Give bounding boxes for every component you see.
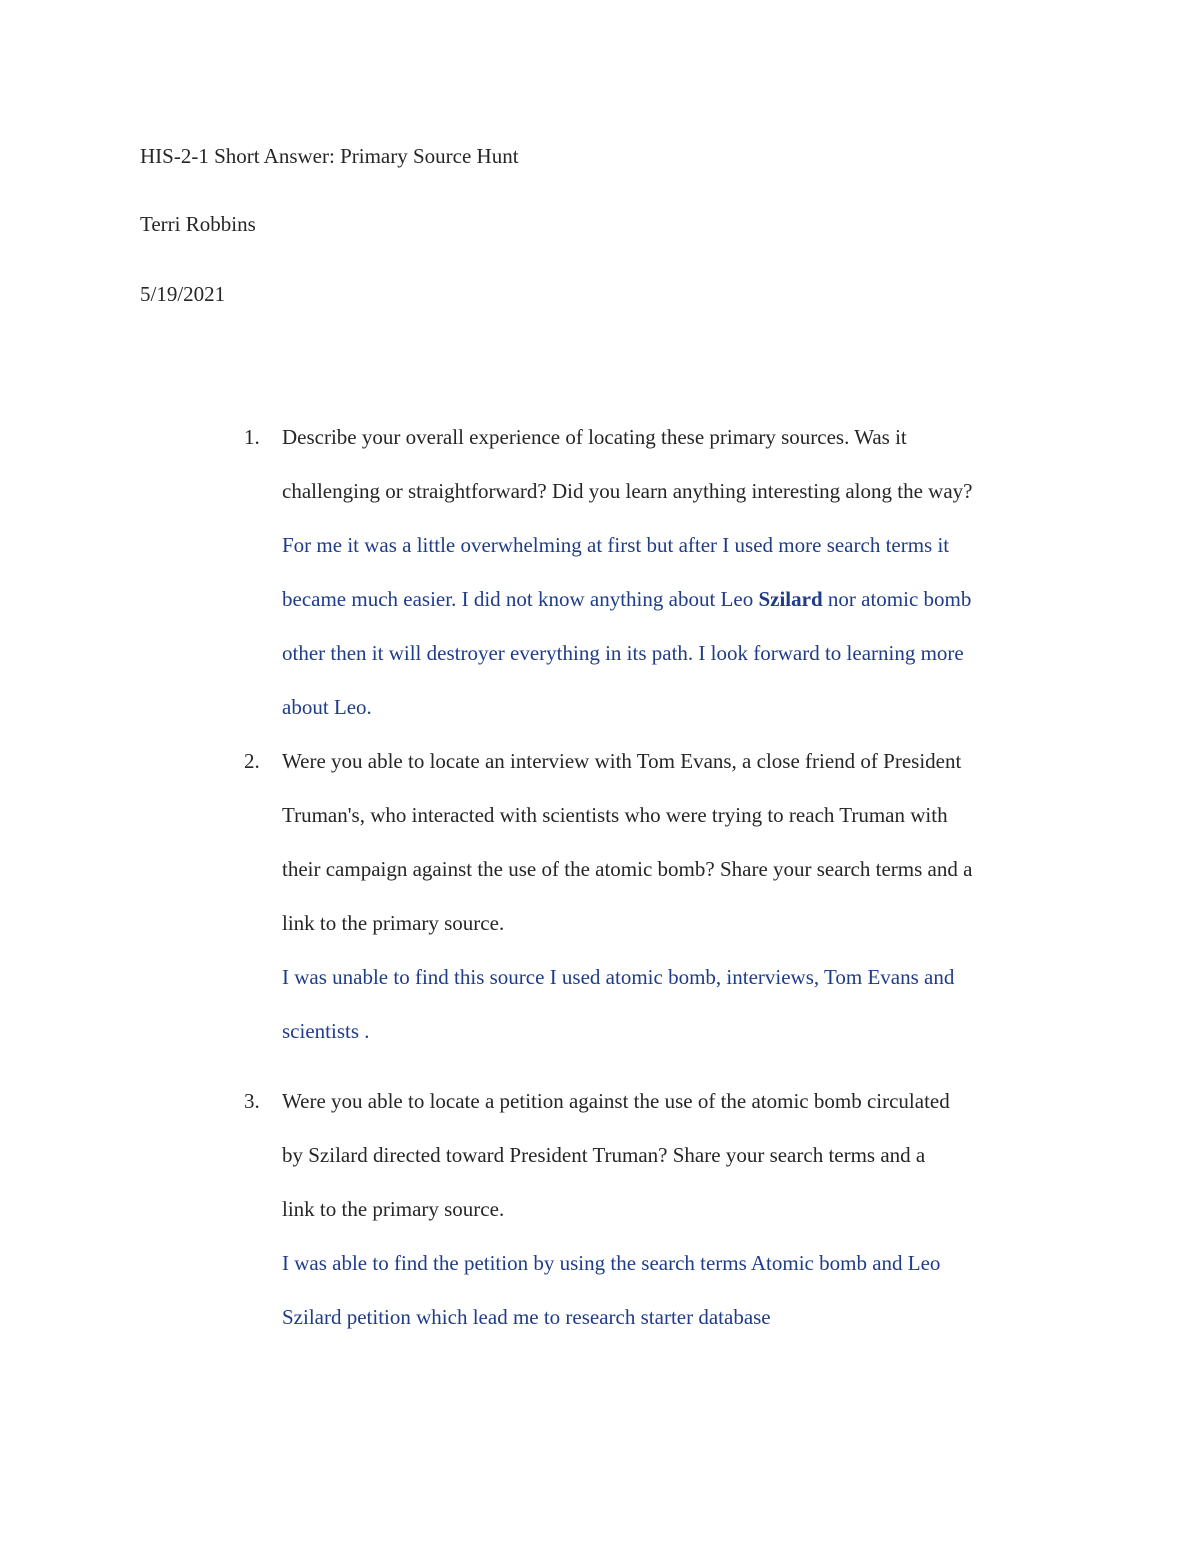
question-2-line: Were you able to locate an interview with Tom Evans, a close friend of President — [282, 749, 962, 773]
question-3-number: 3. — [244, 1089, 260, 1113]
question-2-line: Truman's, who interacted with scientists who were trying to reach Truman with — [282, 803, 948, 827]
answer-1-line: other then it will destroyer everything in its path. I look forward to learning more — [282, 641, 964, 665]
document-date: 5/19/2021 — [140, 282, 226, 306]
document-title: HIS-2-1 Short Answer: Primary Source Hunt — [140, 144, 519, 168]
question-1-line: challenging or straightforward? Did you learn anything interesting along the way? — [282, 479, 973, 503]
answer-1-line-text: became much easier. I did not know anything about Leo — [282, 587, 759, 611]
answer-1-line: about Leo. — [282, 695, 372, 719]
answer-1-line-with-bold — [282, 589, 971, 610]
answer-3-line: Szilard petition which lead me to research starter database — [282, 1305, 771, 1329]
answer-1-line-tail: nor atomic bomb — [822, 587, 972, 611]
question-2-number: 2. — [244, 749, 260, 773]
answer-2-line: I was unable to find this source I used atomic bomb, interviews, Tom Evans and — [282, 965, 955, 989]
question-2-line: their campaign against the use of the atomic bomb? Share your search terms and a — [282, 857, 973, 881]
answer-1-line: For me it was a little overwhelming at first but after I used more search terms it — [282, 533, 950, 557]
answer-2-line: scientists . — [282, 1019, 370, 1043]
question-3-line: link to the primary source. — [282, 1197, 505, 1221]
question-1-number: 1. — [244, 425, 260, 449]
question-2-line: link to the primary source. — [282, 911, 505, 935]
question-3-line: Were you able to locate a petition against the use of the atomic bomb circulated — [282, 1089, 950, 1113]
question-1-line: Describe your overall experience of locating these primary sources. Was it — [282, 425, 907, 449]
answer-3-line: I was able to find the petition by using the search terms Atomic bomb and Leo — [282, 1251, 941, 1275]
question-3-line: by Szilard directed toward President Truman? Share your search terms and a — [282, 1143, 926, 1167]
answer-1-bold-word: Szilard — [758, 587, 823, 611]
author-name: Terri Robbins — [140, 212, 256, 236]
